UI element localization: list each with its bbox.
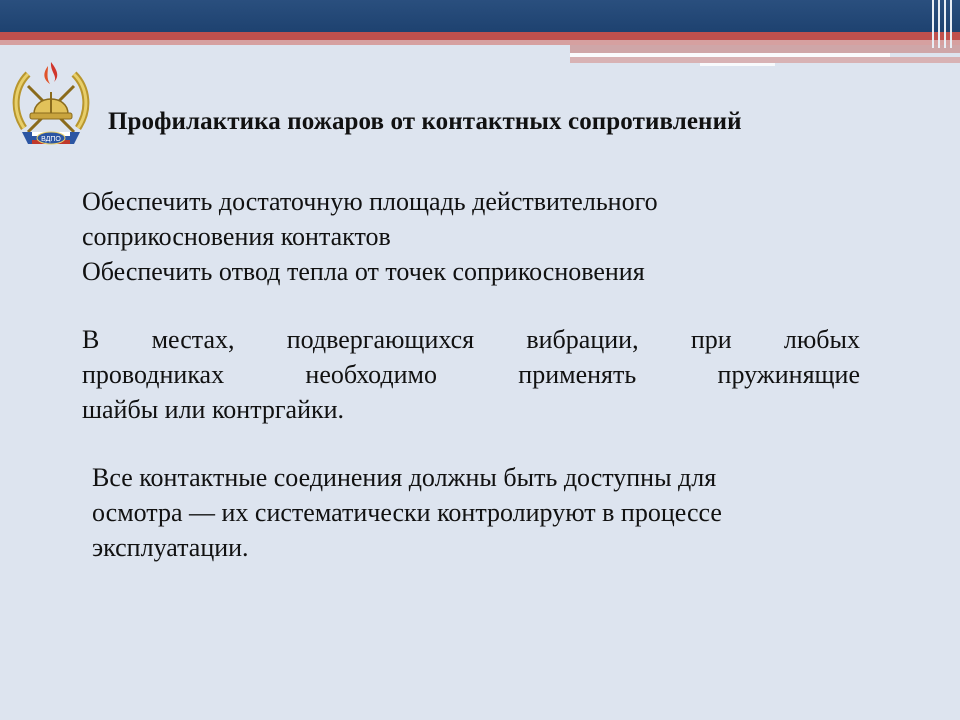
header-band	[0, 0, 960, 32]
paragraph-line: Обеспечить отвод тепла от точек соприкосновения	[82, 257, 645, 286]
corner-decoration	[930, 0, 954, 48]
decor-stripe	[570, 45, 960, 53]
paragraph-line: Обеспечить достаточную площадь действительного	[82, 187, 658, 216]
paragraph-line: шайбы или контргайки.	[82, 395, 345, 424]
vdpo-emblem-icon	[10, 58, 92, 150]
paragraph-line: эксплуатации.	[92, 533, 249, 562]
text-block-inspection	[92, 460, 872, 565]
paragraph-line: проводниках необходимо применять пружинящие	[82, 360, 860, 389]
text-block-vibration	[82, 322, 860, 427]
svg-text:ВДПО: ВДПО	[41, 136, 61, 143]
paragraph-line: Все контактные соединения должны быть доступны для	[92, 463, 717, 492]
header-red-stripe	[0, 32, 960, 40]
paragraph-line: осмотра — их систематически контролируют в процессе	[92, 498, 722, 527]
decor-stripe	[700, 63, 775, 66]
text-block-contacts	[82, 184, 882, 289]
paragraph-line: соприкосновения контактов	[82, 222, 391, 251]
paragraph-line: В местах, подвергающихся вибрации, при любых	[82, 325, 860, 354]
page-title: Профилактика пожаров от контактных сопротивлений	[108, 108, 742, 135]
